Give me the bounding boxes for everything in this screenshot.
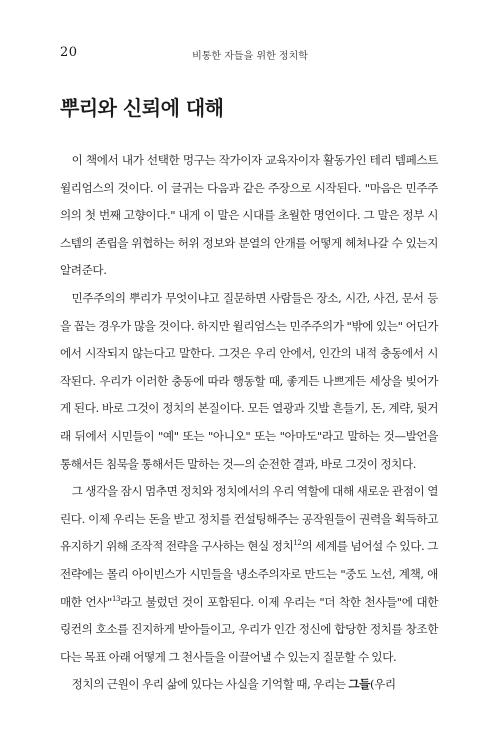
paragraph-text: 그 생각을 잠시 멈추면 정치와 정치에서의 우리 역할에 대해 새로운 관점이 열린다. 이제 우리는 돈을 받고 정치를 컨설팅해주는 공작원들이 권력을 획득하고 유지하기 위해 조작적 전략을 구사하는 현실 정치 <box>60 484 438 554</box>
paragraph-text: 의 세계를 넘어설 수 있다. 그 전략에는 몰리 아이빈스가 시민들을 냉소주의자로 만드는 "중도 노선, 계책, 애매한 언사" <box>60 539 438 609</box>
running-header: 비통한 자들을 위한 정치학 <box>192 51 308 62</box>
paragraph-text: 정치의 근원이 우리 삶에 있다는 사실을 기억할 때, 우리는 <box>71 677 349 692</box>
footnote-marker: 12 <box>293 539 302 548</box>
paragraph <box>60 478 438 671</box>
footnote-marker: 13 <box>112 594 121 603</box>
page-number: 20 <box>60 45 78 60</box>
paragraph <box>60 671 438 699</box>
emphasized-word: 그들 <box>348 677 370 692</box>
paragraph-text: 라고 불렀던 것이 포함된다. 이제 우리는 "더 착한 천사들"에 대한 링컨의 호소를 진지하게 받아들이고, 우리가 인간 정신에 합당한 정치를 창조한다는 목표 아래 어떻게 그 천사들을 이끌어낼 수 있는지 질문할 수 있다. <box>60 594 438 664</box>
body-text <box>60 147 438 699</box>
paragraph: 이 책에서 내가 선택한 멍구는 작가이자 교육자이자 활동가인 테리 템페스트 윌리엄스의 것이다. 이 글귀는 다음과 같은 주장으로 시작된다. "마음은 민주주의의 첫 번째 고향이다." 내게 이 말은 시대를 초월한 명언이다. 그 말은 정부 시스템의 존립을 위협하는 허위 정보와 분열의 안개를 어떻게 헤쳐나갈 수 있는지 알려준다. <box>60 153 438 278</box>
section-title: 뿌리와 신뢰에 대해 <box>60 96 224 120</box>
paragraph-text: (우리 <box>369 677 396 692</box>
paragraph: 민주주의의 뿌리가 무엇이냐고 질문하면 사람들은 장소, 시간, 사건, 문서 등을 꼽는 경우가 많을 것이다. 하지만 윌리엄스는 민주주의가 "밖에 있는" 어딘가에서 시작되지 않는다고 말한다. 그것은 우리 안에서, 인간의 내적 충동에서 시작된다. 우리가 이러한 충동에 따라 행동할 때, 좋게든 나쁘게든 세상을 빚어가게 된다. 바로 그것이 정치의 본질이다. 모든 열광과 깃발 흔들기, 돈, 계략, 뒷거래 뒤에서 시민들이 "예" 또는 "아니오" 또는 "아마도"라고 말하는 것—발언을 통해서든 침묵을 통해서든 말하는 것—의 순전한 결과, 바로 그것이 정치다. <box>60 290 438 471</box>
